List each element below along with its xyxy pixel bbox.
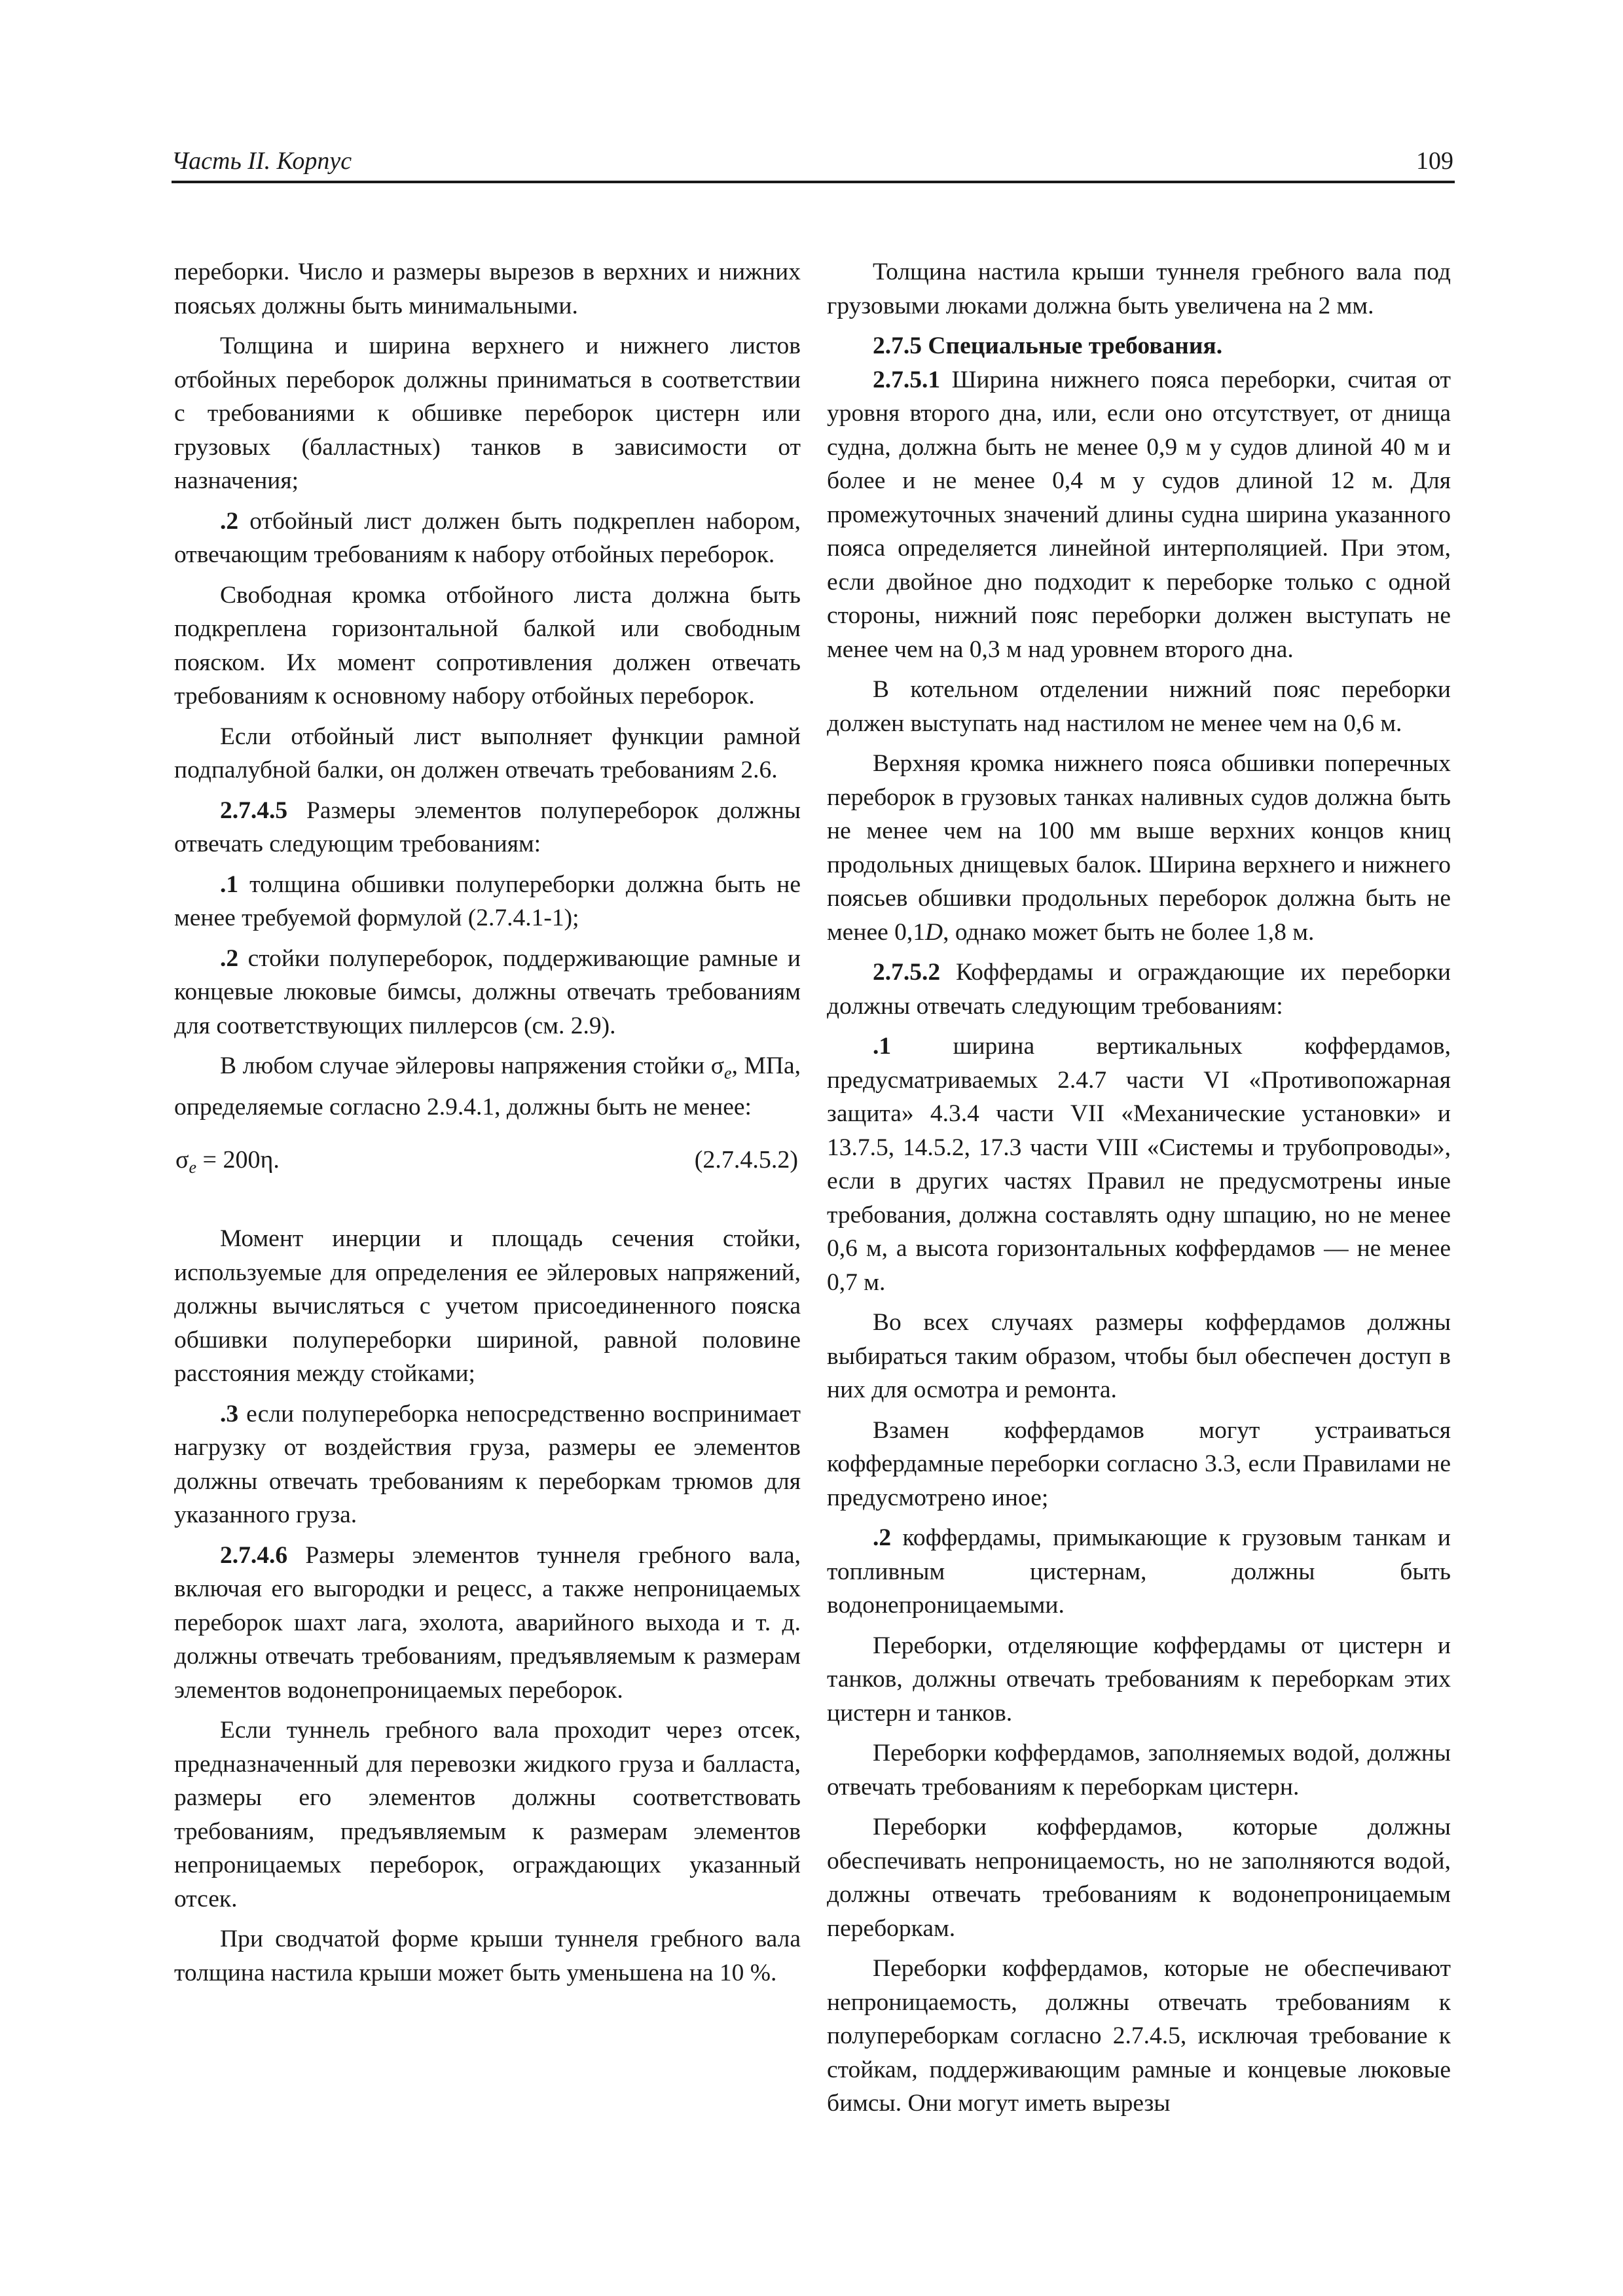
formula-symbol: σ [175, 1146, 189, 1174]
paragraph [827, 747, 1451, 949]
clause-number: 2.7.5.2 [873, 959, 941, 986]
paragraph [174, 868, 801, 935]
paragraph: переборки. Число и размеры вырезов в верхних и нижних поясьях должны быть минимальными. [174, 259, 801, 319]
paragraph [174, 505, 801, 572]
page-number: 109 [1416, 147, 1453, 175]
paragraph: Взамен коффердамов могут устраиваться коффердамные переборки согласно 3.3, если Правилами не предусмотрено иное; [827, 1416, 1451, 1511]
paragraph: В котельном отделении нижний пояс переборки должен выступать над настилом не менее чем на 0,6 м. [827, 676, 1451, 737]
paragraph: Толщина и ширина верхнего и нижнего листов отбойных переборок должны приниматься в соответствии с требованиями к обшивке переборок цистерн или грузовых (балластных) танков в зависимости от назначения; [174, 332, 801, 494]
paragraph [174, 1397, 801, 1532]
section-heading-text: 2.7.5 Специальные требования. [873, 332, 1223, 359]
paragraph-text: Размеры элементов туннеля гребного вала, включая его выгородки и рецесс, а также непроницаемых переборок шахт лага, эхолота, аварийного выхода и т. д. должны отвечать требованиям, предъявляемым к размерам элементов водонепроницаемых переборок. [174, 1541, 801, 1704]
paragraph: Переборки коффердамов, которые должны обеспечивать непроницаемость, но не заполняются водой, должны отвечать требованиям к водонепроницаемым переборкам. [827, 1814, 1451, 1942]
paragraph-text: стойки полупереборок, поддерживающие рамные и концевые люковые бимсы, должны отвечать требованиям для соответствующих пиллерсов (см. 2.9). [174, 944, 801, 1039]
paragraph-text: Ширина нижнего пояса переборки, считая от уровня второго дна, или, если оно отсутствует, от днища судна, должна быть не менее 0,9 м у судов длиной 40 м и более и не менее 0,4 м у судов длиной 12 м. Для промежуточных значений длины судна ширина указанного пояса определяется линейной интерполяцией. При этом, если двойное дно подходит к переборке только с одной стороны, нижний пояс переборки должен выступать не менее чем на 0,3 м над уровнем второго дна. [827, 366, 1451, 663]
paragraph [174, 1539, 801, 1708]
paragraph [174, 794, 801, 861]
paragraph-text: Верхняя кромка нижнего пояса обшивки поперечных переборок в грузовых танках наливных судов должна быть не менее чем на 100 мм выше верхних концов книц продольных днищевых балок. Ширина верхнего и нижнего поясьев обшивки продольных переборок должна быть не менее 0,1 [827, 750, 1451, 946]
paragraph: Во всех случаях размеры коффердамов должны выбираться таким образом, чтобы был обеспечен доступ в них для осмотра и ремонта. [827, 1309, 1451, 1403]
paragraph [827, 363, 1451, 667]
item-number: .2 [220, 507, 239, 535]
paragraph-text: Размеры элементов полупереборок должны отвечать следующим требованиям: [174, 797, 801, 857]
clause-number: 2.7.5.1 [873, 366, 941, 393]
paragraph: Толщина настила крыши туннеля гребного вала под грузовыми люками должна быть увеличена на 2 мм. [827, 259, 1451, 319]
paragraph-text: , МПа, определяемые согласно 2.9.4.1, должны быть не менее: [174, 1052, 801, 1121]
page-header [172, 143, 1455, 183]
right-column [827, 255, 1451, 2127]
paragraph: Момент инерции и площадь сечения стойки, используемые для определения ее эйлеровых напряжений, должны вычисляться с учетом присоединенного пояска обшивки полупереборки шириной, равной половине расстояния между стойками; [174, 1225, 801, 1387]
paragraph: Свободная кромка отбойного листа должна быть подкреплена горизонтальной балкой или свободным пояском. Их момент сопротивления должен отвечать требованиям к основному набору отбойных переборок. [174, 581, 801, 709]
paragraph: При сводчатой форме крыши туннеля гребного вала толщина настила крыши может быть уменьшена на 10 %. [174, 1926, 801, 1986]
paragraph-text: отбойный лист должен быть подкреплен набором, отвечающим требованиям к набору отбойных переборок. [174, 507, 801, 568]
paragraph-text: ширина вертикальных коффердамов, предусматриваемых 2.4.7 части VI «Противопожарная защита» 4.3.4 части VII «Механические установки» и 13.7.5, 14.5.2, 17.3 части VIII «Системы и трубопроводы», если в других частях Правил не предусмотрены иные требования, должна составлять одну шпацию, но не менее 0,6 м, а высота горизонтальных коффердамов — не менее 0,7 м. [827, 1033, 1451, 1296]
formula-number: (2.7.4.5.2) [694, 1146, 798, 1174]
formula [174, 1143, 801, 1177]
variable-D: D [924, 918, 943, 946]
paragraph: Переборки коффердамов, заполняемых водой, должны отвечать требованиям к переборкам цистерн. [827, 1740, 1451, 1801]
paragraph [174, 942, 801, 1043]
paragraph: Переборки, отделяющие коффердамы от цистерн и танков, должны отвечать требованиям к переборкам этих цистерн и танков. [827, 1632, 1451, 1727]
paragraph-text: , однако может быть не более 1,8 м. [943, 918, 1315, 946]
clause-number: 2.7.4.6 [220, 1541, 288, 1569]
paragraph [827, 956, 1451, 1023]
paragraph: Если отбойный лист выполняет функции рамной подпалубной балки, он должен отвечать требованиям 2.6. [174, 723, 801, 783]
item-number: .3 [220, 1400, 239, 1427]
formula-expression [175, 1143, 280, 1185]
subscript: e [724, 1064, 732, 1083]
section-heading [827, 329, 1451, 363]
item-number: .2 [873, 1524, 892, 1551]
formula-rhs: = 200η. [196, 1146, 280, 1174]
item-number: .1 [220, 870, 239, 898]
left-column [174, 255, 801, 1996]
paragraph [827, 1521, 1451, 1623]
paragraph-text: Коффердамы и ограждающие их переборки должны отвечать следующим требованиям: [827, 959, 1451, 1020]
paragraph-text: толщина обшивки полупереборки должна быть не менее требуемой формулой (2.7.4.1-1); [174, 870, 801, 931]
clause-number: 2.7.4.5 [220, 797, 288, 824]
running-title: Часть II. Корпус [172, 147, 352, 175]
paragraph-text: если полупереборка непосредственно воспринимает нагрузку от воздействия груза, размеры ее элементов должны отвечать требованиям к переборкам трюмов для указанного груза. [174, 1400, 801, 1528]
formula-subscript: e [189, 1158, 197, 1177]
paragraph-text: коффердамы, примыкающие к грузовым танкам и топливным цистернам, должны быть водонепроницаемыми. [827, 1524, 1451, 1619]
paragraph: Переборки коффердамов, которые не обеспечивают непроницаемость, должны отвечать требованиям к полупереборкам согласно 2.7.4.5, исключая требование к стойкам, поддерживающим рамные и концевые люковые бимсы. Они могут иметь вырезы [827, 1955, 1451, 2117]
paragraph-text: В любом случае эйлеровы напряжения стойки σ [220, 1052, 725, 1079]
paragraph [174, 1049, 801, 1124]
paragraph: Если туннель гребного вала проходит через отсек, предназначенный для перевозки жидкого груза и балласта, размеры его элементов должны соответствовать требованиям, предъявляемым к размерам элементов непроницаемых переборок, ограждающих указанный отсек. [174, 1717, 801, 1912]
paragraph [827, 1030, 1451, 1299]
item-number: .2 [220, 944, 239, 972]
item-number: .1 [873, 1033, 892, 1060]
